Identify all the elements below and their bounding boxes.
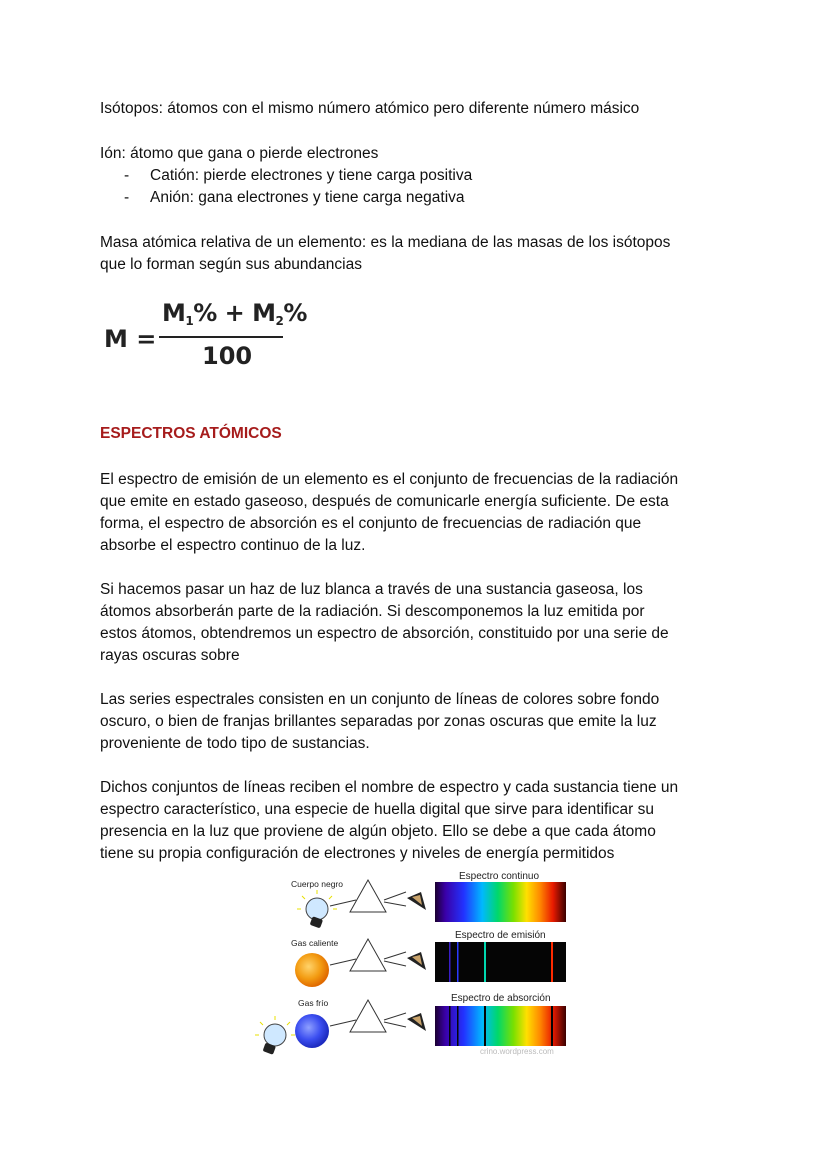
atomic-mass-formula [104,298,307,378]
spectra-diagram [255,866,575,1062]
paragraph-line: presencia en la luz que proviene de algún objeto. Ello se debe a que cada átomo [100,823,656,840]
paragraph-line: oscuro, o bien de franjas brillantes separadas por zonas oscuras que emite la luz [100,713,657,730]
paragraph-line: átomos absorberán parte de la radiación. Si descomponemos la luz emitida por [100,603,645,620]
source-label: Cuerpo negro [291,879,343,889]
paragraph-line: Dichos conjuntos de líneas reciben el nombre de espectro y cada sustancia tiene un [100,779,679,796]
spectrum-label: Espectro continuo [459,871,540,882]
paragraph-line: Si hacemos pasar un haz de luz blanca a través de una sustancia gaseosa, los [100,581,643,598]
spectrum-label: Espectro de absorción [451,993,551,1004]
continuous-spectrum [435,882,566,922]
lightbulb-icon [297,890,337,928]
prism-icon [350,939,386,971]
isotopos-definition: Isótopos: átomos con el mismo número atómico pero diferente número másico [100,100,640,117]
anion-definition: Anión: gana electrones y tiene carga negativa [150,189,465,206]
paragraph-line: Las series espectrales consisten en un conjunto de líneas de colores sobre fondo [100,691,660,708]
paragraph-line: que emite en estado gaseoso, después de comunicarle energía suficiente. De esta [100,493,669,510]
eye-icon [407,952,426,970]
list-dash: - [124,189,130,206]
eye-icon [407,892,426,910]
spectrum-label: Espectro de emisión [455,930,546,941]
source-label: Gas frío [298,998,329,1008]
paragraph-line: forma, el espectro de absorción es el conjunto de frecuencias de radiación que [100,515,642,532]
list-dash: - [124,167,130,184]
fraction-bar [159,336,283,338]
list-item [124,165,472,187]
lightbulb-icon [255,1016,295,1055]
paragraph-line: El espectro de emisión de un elemento es el conjunto de frecuencias de la radiación [100,471,679,488]
section-heading: ESPECTROS ATÓMICOS [100,425,282,442]
paragraph-line: absorbe el espectro continuo de la luz. [100,537,366,554]
prism-icon [350,880,386,912]
formula-numerator: $M_1\% + M_2\%$ [162,299,307,328]
paragraph-line: espectro característico, una especie de huella digital que sirve para identificar su [100,801,655,818]
paragraph-line: rayas oscuras sobre [100,647,240,664]
formula-denominator: 100 [202,342,253,370]
masa-line-2: que lo forman según sus abundancias [100,256,362,273]
list-item [124,187,465,209]
cation-definition: Catión: pierde electrones y tiene carga positiva [150,167,473,184]
spectra-svg [255,866,575,1062]
emission-spectrum [435,942,566,982]
hot-gas-icon [295,953,329,987]
paragraph-line: tiene su propia configuración de electrones y niveles de energía permitidos [100,845,615,862]
ion-definition: Ión: átomo que gana o pierde electrones [100,145,379,162]
masa-line-1: Masa atómica relativa de un elemento: es la mediana de las masas de los isótopos [100,234,671,251]
formula-lhs: M = [104,325,157,353]
prism-icon [350,1000,386,1032]
source-label: Gas caliente [291,938,339,948]
image-credit: crino.wordpress.com [480,1047,554,1056]
eye-icon [407,1013,426,1031]
absorption-spectrum [435,1006,566,1046]
cold-gas-icon [295,1014,329,1048]
paragraph-line: estos átomos, obtendremos un espectro de absorción, constituido por una serie de [100,625,669,642]
paragraph-line: proveniente de todo tipo de sustancias. [100,735,370,752]
